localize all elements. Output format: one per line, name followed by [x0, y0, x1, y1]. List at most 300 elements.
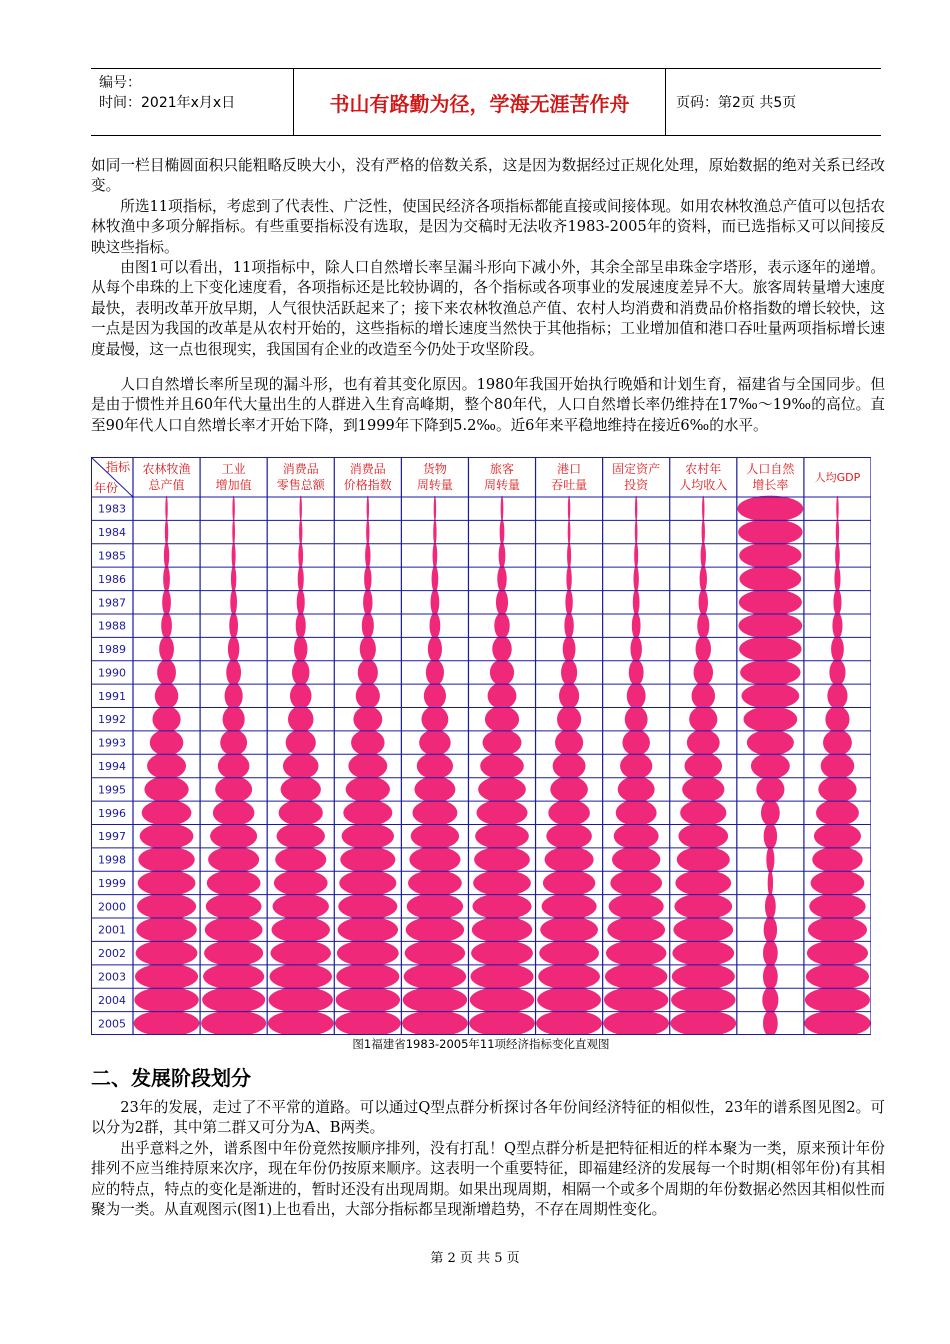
ellipse-mark-c4-2000: [338, 893, 397, 919]
ellipse-mark-c4-1989: [360, 636, 376, 662]
ellipse-mark-c9-1995: [682, 776, 724, 802]
ellipse-mark-c9-2001: [673, 917, 733, 943]
ellipse-mark-c4-1999: [339, 870, 396, 896]
header-meta: [91, 69, 294, 135]
ellipse-mark-c5-1990: [426, 659, 444, 685]
ellipse-mark-c5-1997: [411, 823, 459, 849]
page-header: [91, 68, 881, 136]
ellipse-mark-c9-1983: [702, 496, 704, 522]
ellipse-mark-c10-1986: [740, 566, 802, 592]
header-page-number: 页码：第2页 共5页: [676, 95, 797, 111]
footer-page-number: 第 2 页 共 5 页: [430, 1251, 520, 1266]
ellipse-mark-c10-1997: [764, 823, 777, 849]
ellipse-mark-c9-1998: [677, 846, 730, 872]
ellipse-mark-c10-1987: [739, 589, 802, 615]
column-header-6-line-1: 旅客: [489, 462, 515, 476]
ellipse-mark-c1-1996: [142, 800, 192, 826]
ellipse-mark-c1-1983: [165, 496, 167, 522]
ellipse-mark-c1-1990: [157, 659, 176, 685]
ellipse-mark-c1-1991: [155, 683, 178, 709]
column-header-10-line-1: 人口自然: [746, 462, 795, 476]
ellipse-mark-c3-1993: [286, 730, 316, 756]
year-label-1985: 1985: [98, 549, 126, 563]
ellipse-mark-c4-1988: [362, 613, 374, 639]
ellipse-mark-c5-1989: [428, 636, 442, 662]
ellipse-mark-c4-2001: [338, 917, 398, 943]
ellipse-mark-c7-1999: [543, 870, 595, 896]
ellipse-mark-c8-1986: [633, 566, 638, 592]
ellipse-mark-c11-2000: [809, 893, 865, 919]
ellipse-mark-c8-1999: [610, 870, 662, 896]
ellipse-mark-c3-1985: [298, 542, 303, 568]
ellipse-mark-c11-1997: [814, 823, 861, 849]
ellipse-mark-c9-1992: [689, 706, 717, 732]
ellipse-mark-c4-1996: [343, 800, 392, 826]
year-label-1998: 1998: [98, 853, 126, 867]
ellipse-mark-c7-1984: [568, 519, 571, 545]
ellipse-mark-c2-2000: [206, 893, 262, 919]
ellipse-mark-c5-1984: [433, 519, 436, 545]
ellipse-mark-c6-1994: [480, 753, 524, 779]
ellipse-mark-c9-1996: [680, 800, 726, 826]
ellipse-mark-c2-2002: [204, 940, 263, 966]
ellipse-mark-c8-2002: [606, 940, 666, 966]
ellipse-mark-c3-1986: [298, 566, 304, 592]
year-label-1984: 1984: [98, 526, 126, 540]
ellipse-mark-c7-1987: [565, 589, 572, 615]
ellipse-mark-c6-2001: [472, 917, 532, 943]
ellipse-mark-c10-1989: [739, 636, 801, 662]
column-header-1-line-2: 总产值: [148, 478, 185, 492]
ellipse-mark-c6-1984: [500, 519, 505, 545]
ellipse-mark-c8-2003: [605, 963, 667, 989]
ellipse-mark-c11-1998: [812, 846, 862, 872]
ellipse-mark-c1-2003: [135, 963, 198, 989]
ellipse-mark-c3-1988: [296, 613, 306, 639]
paragraph-2: 所选11项指标，考虑到了代表性、广泛性，使国民经济各项指标都能直接或间接体现。如用农林牧渔总产值可以包括农林牧渔中多项分解指标。有些重要指标没有选取，是因为交稿时无法收齐1983-2005年的资料，而已选指标又可以间接反映这些指标。: [91, 198, 885, 256]
ellipse-mark-c11-1983: [836, 496, 838, 522]
ellipse-mark-c7-2003: [538, 963, 600, 989]
column-header-7-line-2: 吞吐量: [551, 478, 588, 492]
ellipse-mark-c2-1985: [232, 542, 236, 568]
ellipse-mark-c8-1990: [629, 659, 644, 685]
paragraph-5: 23年的发展，走过了不平常的道路。可以通过Q型点群分析探讨各年份间经济特征的相似性，23年的谱系图见图2。可以分为2群，其中第二群又可分为A、B两类。: [91, 1099, 885, 1137]
ellipse-mark-c1-1989: [159, 636, 174, 662]
ellipse-mark-c6-2000: [472, 893, 531, 919]
ellipse-mark-c9-1991: [692, 683, 715, 709]
ellipse-mark-c11-2004: [805, 987, 870, 1013]
ellipse-mark-c11-1989: [831, 636, 844, 662]
ellipse-mark-c9-2003: [672, 963, 735, 989]
ellipse-mark-c5-1988: [430, 613, 441, 639]
ellipse-mark-c1-2002: [136, 940, 198, 966]
ellipse-mark-c8-1985: [634, 542, 638, 568]
ellipse-mark-c8-1989: [630, 636, 641, 662]
ellipse-mark-c10-2002: [763, 940, 778, 966]
ellipse-mark-c3-1987: [297, 589, 305, 615]
ellipse-mark-c1-2000: [137, 893, 196, 919]
year-label-1983: 1983: [98, 502, 126, 516]
ellipse-mark-c3-1989: [294, 636, 307, 662]
ellipse-mark-c2-2003: [203, 963, 264, 989]
ellipse-mark-c2-1986: [231, 566, 236, 592]
ellipse-mark-c10-2001: [764, 917, 777, 943]
ellipse-mark-c11-1987: [833, 589, 841, 615]
ellipse-mark-c2-1990: [226, 659, 241, 685]
ellipse-mark-c11-1990: [829, 659, 845, 685]
ellipse-mark-c10-1992: [744, 706, 798, 732]
ellipse-mark-c2-2001: [205, 917, 263, 943]
ellipse-mark-c9-2000: [674, 893, 732, 919]
ellipse-mark-c7-2000: [542, 893, 597, 919]
ellipse-mark-c8-2001: [607, 917, 665, 943]
ellipse-mark-c2-1995: [215, 776, 252, 802]
ellipse-mark-c7-1989: [563, 636, 576, 662]
ellipse-mark-c10-1984: [738, 519, 802, 545]
ellipse-mark-c4-1992: [353, 706, 382, 732]
ellipse-mark-c9-1994: [684, 753, 722, 779]
ellipse-mark-c3-1994: [283, 753, 319, 779]
ellipse-mark-c3-1984: [299, 519, 302, 545]
column-header-11: 人均GDP: [814, 471, 861, 484]
ellipse-mark-c3-1997: [277, 823, 325, 849]
paragraph-6: 出乎意料之外，谱系图中年份竟然按顺序排列，没有打乱！Q型点群分析是把特征相近的样本聚为一类，原来预计年份排列不应当维持原来次序，现在年份仍按原来顺序。这表明一个重要特征，即福建经济的发展每一个时期(相邻年份)有其相应的特点，特点的变化是渐进的，暂时还没有出现周期。如果出现周期，相隔一个或多个周期的年份数据必然因其相似性而聚为一类。从直观图示(图1)上也看出，大部分指标都呈现渐增趋势，不存在周期性变化。: [91, 1140, 885, 1219]
ellipse-mark-c5-2002: [405, 940, 465, 966]
ellipse-mark-c6-1983: [501, 496, 504, 522]
ellipse-mark-c4-1993: [351, 730, 385, 756]
column-header-8-line-1: 固定资产: [612, 462, 661, 476]
ellipse-mark-c6-1996: [477, 800, 528, 826]
ellipse-mark-c3-2002: [271, 940, 331, 966]
ellipse-mark-c11-1988: [832, 613, 842, 639]
ellipse-mark-c9-1993: [687, 730, 720, 756]
ellipse-mark-c7-1986: [566, 566, 571, 592]
section-heading: 二、发展阶段划分: [91, 1066, 251, 1090]
column-header-6-line-2: 周转量: [483, 478, 521, 492]
ellipse-mark-c10-2000: [765, 893, 776, 919]
column-header-4-line-2: 价格指数: [343, 478, 392, 492]
ellipse-mark-c1-1999: [138, 870, 196, 896]
ellipse-mark-c5-1986: [432, 566, 439, 592]
ellipse-mark-c2-1998: [208, 846, 259, 872]
ellipse-mark-c2-1987: [230, 589, 237, 615]
ellipse-mark-c5-1998: [409, 846, 460, 872]
column-header-1-line-1: 农林牧渔: [142, 462, 191, 476]
ellipse-mark-c10-2004: [762, 987, 778, 1013]
ellipse-mark-c7-1985: [567, 542, 571, 568]
ellipse-mark-c4-2004: [336, 987, 400, 1013]
ellipse-mark-c1-1992: [152, 706, 180, 732]
ellipse-mark-c1-2004: [134, 987, 198, 1013]
ellipse-mark-c8-1984: [635, 519, 638, 545]
ellipse-mark-c6-2004: [470, 987, 534, 1013]
paragraph-1: 如同一栏目椭圆面积只能粗略反映大小，没有严格的倍数关系，这是因为数据经过正规化处理，原始数据的绝对关系已经改变。: [91, 157, 885, 195]
ellipse-mark-c3-2004: [269, 987, 333, 1013]
ellipse-mark-c7-1996: [548, 800, 590, 826]
ellipse-mark-c7-1993: [555, 730, 583, 756]
ellipse-mark-c11-2001: [808, 917, 867, 943]
ellipse-mark-c10-2003: [763, 963, 778, 989]
ellipse-mark-c9-1985: [701, 542, 706, 568]
document-number-label: 编号：: [99, 75, 141, 91]
ellipse-mark-c8-1992: [625, 706, 648, 732]
ellipse-mark-c1-1993: [150, 730, 184, 756]
ellipse-mark-c1-1994: [147, 753, 186, 779]
ellipse-mark-c8-1993: [622, 730, 650, 756]
ellipse-mark-c7-1990: [561, 659, 577, 685]
year-label-1999: 1999: [98, 876, 126, 890]
ellipse-mark-c6-2003: [470, 963, 533, 989]
ellipse-mark-c6-1995: [478, 776, 526, 802]
figure-caption: 图1福建省1983-2005年11项经济指标变化直观图: [352, 1037, 610, 1051]
ellipse-mark-c6-1998: [474, 846, 530, 872]
ellipse-mark-c10-1985: [739, 542, 801, 568]
ellipse-mark-c5-1993: [419, 730, 451, 756]
ellipse-mark-c10-1990: [740, 659, 800, 685]
ellipse-mark-c1-1998: [138, 846, 194, 872]
ellipse-mark-c4-1986: [364, 566, 371, 592]
ellipse-mark-c4-1997: [342, 823, 394, 849]
ellipse-mark-c11-2002: [807, 940, 868, 966]
indicator-ellipse-grid: [91, 457, 871, 1035]
ellipse-mark-c8-1995: [618, 776, 655, 802]
ellipse-mark-c3-2001: [272, 917, 330, 943]
ellipse-mark-c2-2004: [202, 987, 265, 1013]
column-header-5-line-1: 货物: [422, 462, 447, 476]
ellipse-mark-c7-1994: [553, 753, 586, 779]
ellipse-mark-c6-1986: [497, 566, 506, 592]
ellipse-mark-c9-1986: [700, 566, 707, 592]
ellipse-mark-c4-1991: [356, 683, 380, 709]
ellipse-mark-c1-1987: [162, 589, 171, 615]
header-motto: 书山有路勤为径，学海无涯苦作舟: [294, 69, 666, 135]
year-label-1996: 1996: [98, 806, 126, 820]
ellipse-mark-c9-2002: [672, 940, 734, 966]
ellipse-mark-c5-1999: [408, 870, 462, 896]
ellipse-mark-c2-1988: [229, 613, 238, 639]
ellipse-mark-c1-2001: [136, 917, 196, 943]
ellipse-mark-c5-2004: [403, 987, 467, 1013]
ellipse-mark-c3-1983: [300, 496, 302, 522]
ellipse-mark-c2-1984: [232, 519, 235, 545]
ellipse-mark-c8-1988: [632, 613, 641, 639]
ellipse-mark-c10-1991: [742, 683, 800, 709]
corner-year-label: 年份: [94, 481, 119, 495]
ellipse-mark-c2-1991: [225, 683, 243, 709]
ellipse-mark-c11-1993: [823, 730, 852, 756]
ellipse-mark-c5-2003: [404, 963, 466, 989]
ellipse-mark-c3-2003: [270, 963, 332, 989]
column-header-9-line-2: 人均收入: [679, 478, 728, 492]
ellipse-mark-c7-1983: [568, 496, 570, 522]
year-label-1994: 1994: [98, 760, 126, 773]
corner-indicator-label: 指标: [105, 460, 130, 474]
ellipse-mark-c9-1988: [697, 613, 709, 639]
ellipse-mark-c4-2003: [336, 963, 399, 989]
ellipse-mark-c3-2000: [273, 893, 329, 919]
ellipse-mark-c11-2003: [806, 963, 869, 989]
ellipse-mark-c4-1983: [367, 496, 369, 522]
column-header-4-line-1: 消费品: [349, 462, 386, 476]
ellipse-mark-c2-1992: [223, 706, 245, 732]
ellipse-mark-c6-1990: [490, 659, 514, 685]
paragraph-3: 由图1可以看出，11项指标中，除人口自然增长率呈漏斗形向下减小外，其余全部呈串珠金字塔形，表示逐年的递增。从每个串珠的上下变化速度看，各项指标还是比较协调的，各个指标或各项事业的发展速度差异不大。旅客周转量增大速度最快，表明改革开放早期，人气很快活跃起来了；接下来农林牧渔总产值、农村人均消费和消费品价格指数的增长较快，这一点是因为我国的改革是从农村开始的，这些指标的增长速度当然快于其他指标；工业增加值和港口吞吐量两项指标增长速度最慢，这一点也很现实，我国国有企业的改造至今仍处于攻坚阶段。: [91, 259, 885, 358]
ellipse-mark-c5-1995: [414, 776, 455, 802]
ellipse-mark-c11-1992: [825, 706, 849, 732]
column-header-3-line-1: 消费品: [282, 462, 319, 476]
column-header-7-line-1: 港口: [557, 462, 582, 476]
ellipse-mark-c9-1984: [702, 519, 705, 545]
ellipse-mark-c7-2001: [540, 917, 598, 943]
ellipse-mark-c4-1985: [365, 542, 370, 568]
ellipse-mark-c5-2000: [407, 893, 463, 919]
ellipse-mark-c11-1996: [816, 800, 859, 826]
ellipse-mark-c6-1992: [485, 706, 519, 732]
ellipse-mark-c4-1994: [348, 753, 387, 779]
document-time-label: 时间：2021年x月x日: [99, 95, 236, 111]
ellipse-mark-c10-1988: [738, 613, 802, 639]
ellipse-mark-c2-1989: [228, 636, 239, 662]
ellipse-mark-c6-1987: [496, 589, 508, 615]
year-label-2002: 2002: [98, 947, 126, 961]
ellipse-mark-c4-1987: [363, 589, 372, 615]
ellipse-mark-c1-1985: [164, 542, 169, 568]
ellipse-mark-c1-1997: [140, 823, 194, 849]
ellipse-mark-c9-2004: [671, 987, 735, 1013]
ellipse-mark-c6-1991: [488, 683, 517, 709]
ellipse-mark-c4-1995: [346, 776, 390, 802]
ellipse-mark-c9-1990: [694, 659, 713, 685]
ellipse-mark-c4-2002: [337, 940, 399, 966]
ellipse-mark-c8-1983: [635, 496, 637, 522]
ellipse-mark-c7-1997: [546, 823, 592, 849]
ellipse-mark-c5-1992: [421, 706, 448, 732]
ellipse-mark-c3-1999: [274, 870, 328, 896]
ellipse-mark-c8-2000: [609, 893, 664, 919]
ellipse-mark-c6-1989: [492, 636, 511, 662]
ellipse-mark-c8-1991: [627, 683, 646, 709]
ellipse-mark-c5-1991: [424, 683, 446, 709]
ellipse-mark-c6-1985: [499, 542, 506, 568]
ellipse-mark-c7-1995: [550, 776, 588, 802]
year-label-2004: 2004: [98, 993, 126, 1007]
ellipse-mark-c2-1997: [210, 823, 257, 849]
year-label-1991: 1991: [98, 689, 126, 703]
year-label-1992: 1992: [98, 713, 126, 727]
ellipse-mark-c2-1983: [232, 496, 234, 522]
year-label-1997: 1997: [98, 830, 126, 844]
ellipse-mark-c8-1998: [612, 846, 660, 872]
figure-1-chart: [91, 457, 871, 1035]
ellipse-mark-c11-1991: [827, 683, 847, 709]
ellipse-mark-c6-2002: [471, 940, 533, 966]
year-label-2005: 2005: [98, 1017, 126, 1031]
ellipse-mark-c6-1997: [475, 823, 529, 849]
ellipse-mark-c8-2004: [604, 987, 668, 1013]
ellipse-mark-c11-1994: [821, 753, 855, 779]
column-header-9-line-1: 农村年: [685, 462, 722, 476]
ellipse-mark-c10-1998: [766, 846, 774, 872]
ellipse-mark-c1-1986: [163, 566, 170, 592]
ellipse-mark-c8-1987: [633, 589, 640, 615]
ellipse-mark-c10-1983: [737, 496, 803, 522]
column-header-8-line-2: 投资: [624, 478, 649, 492]
ellipse-mark-c5-1983: [434, 496, 436, 522]
ellipse-mark-c6-1993: [483, 730, 522, 756]
ellipse-mark-c3-1992: [288, 706, 313, 732]
ellipse-mark-c1-1995: [144, 776, 188, 802]
ellipse-mark-c9-1987: [699, 589, 708, 615]
column-header-2-line-2: 增加值: [215, 478, 252, 492]
ellipse-mark-c6-1999: [473, 870, 531, 896]
year-label-1988: 1988: [98, 619, 126, 633]
ellipse-mark-c1-1984: [165, 519, 168, 545]
ellipse-mark-c3-1990: [292, 659, 309, 685]
year-label-1987: 1987: [98, 596, 126, 610]
ellipse-mark-c11-1999: [811, 870, 865, 896]
year-label-2000: 2000: [98, 900, 126, 914]
ellipse-mark-c4-1990: [358, 659, 378, 685]
ellipse-mark-c5-1996: [412, 800, 457, 826]
year-label-1990: 1990: [98, 666, 126, 680]
ellipse-mark-c7-1992: [557, 706, 581, 732]
ellipse-mark-c8-1996: [616, 800, 657, 826]
ellipse-mark-c7-1988: [564, 613, 573, 639]
ellipse-mark-c5-1994: [417, 753, 453, 779]
ellipse-mark-c11-1995: [818, 776, 856, 802]
ellipse-mark-c7-1991: [559, 683, 579, 709]
paragraph-4: 人口自然增长率所呈现的漏斗形，也有着其变化原因。1980年我国开始执行晚婚和计划生育，福建省与全国同步。但是由于惯性并且60年代大量出生的人群进入生育高峰期，整个80年代，人口自然增长率仍维持在17‰～19‰的高位。直至90年代人口自然增长率才开始下降，到1999年下降到5.2‰。近6年来平稳地维持在接近6‰的水平。: [91, 376, 885, 434]
ellipse-mark-c5-1985: [433, 542, 438, 568]
ellipse-mark-c2-1993: [220, 730, 247, 756]
ellipse-mark-c9-1997: [678, 823, 728, 849]
year-label-1989: 1989: [98, 643, 126, 657]
ellipse-mark-c11-1984: [836, 519, 839, 545]
column-header-2-line-1: 工业: [221, 462, 246, 476]
page-footer: [0, 1247, 950, 1266]
ellipse-mark-c2-1999: [207, 870, 261, 896]
year-label-2003: 2003: [98, 970, 126, 984]
ellipse-mark-c3-1998: [275, 846, 326, 872]
ellipse-mark-c7-2004: [537, 987, 601, 1013]
column-header-5-line-2: 周转量: [416, 478, 453, 492]
ellipse-mark-c8-1994: [620, 753, 652, 779]
year-label-1993: 1993: [98, 736, 126, 750]
column-header-3-line-2: 零售总额: [276, 478, 325, 492]
ellipse-mark-c3-1995: [281, 776, 321, 802]
ellipse-mark-c10-1994: [751, 753, 790, 779]
ellipse-mark-c10-1999: [768, 870, 773, 896]
ellipse-mark-c2-1994: [218, 753, 250, 779]
ellipse-mark-c9-1999: [675, 870, 731, 896]
ellipse-mark-c3-1991: [290, 683, 311, 709]
year-label-2001: 2001: [98, 923, 126, 937]
ellipse-mark-c7-2002: [539, 940, 599, 966]
ellipse-mark-c10-1993: [747, 730, 794, 756]
year-label-1995: 1995: [98, 783, 126, 797]
ellipse-mark-c1-1988: [161, 613, 172, 639]
column-header-10-line-2: 增长率: [752, 478, 789, 492]
ellipse-mark-c5-1987: [431, 589, 440, 615]
ellipse-mark-c5-2001: [406, 917, 464, 943]
ellipse-mark-c4-1998: [340, 846, 395, 872]
ellipse-mark-c7-1998: [545, 846, 594, 872]
ellipse-mark-c2-1996: [213, 800, 255, 826]
ellipse-mark-c10-1996: [761, 800, 780, 826]
year-label-1986: 1986: [98, 572, 126, 586]
ellipse-mark-c3-1996: [279, 800, 323, 826]
ellipse-mark-c9-1989: [696, 636, 711, 662]
